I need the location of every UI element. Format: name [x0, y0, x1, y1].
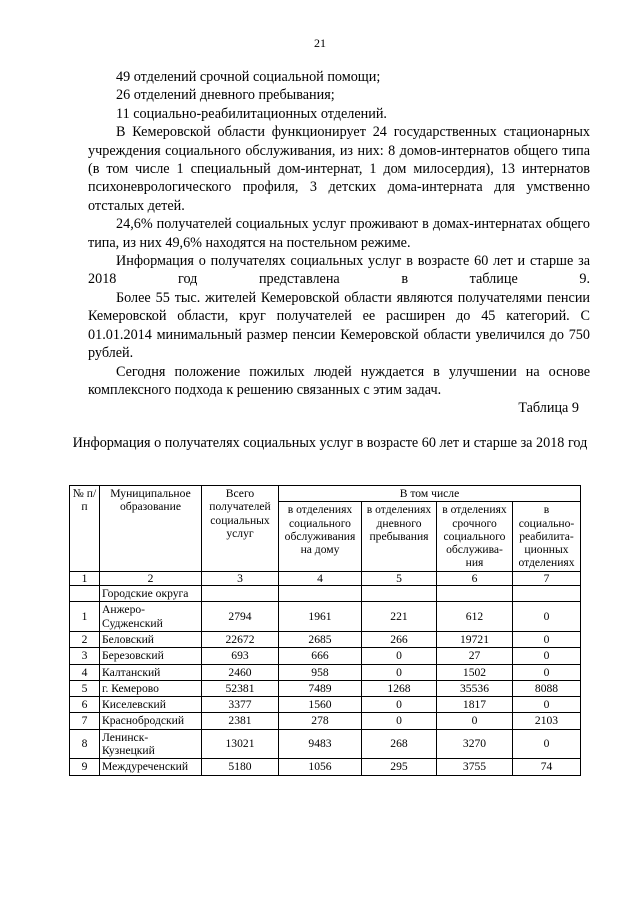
cell-total: 3377 [202, 697, 279, 713]
header-urgent: в отделениях срочного социального обслужива-ния [437, 502, 513, 571]
cell-urgent: 3270 [437, 729, 513, 759]
cell-name: Междуреченский [100, 759, 202, 775]
paragraph: 49 отделений срочной социальной помощи; [116, 69, 381, 85]
cell-urgent: 3755 [437, 759, 513, 775]
column-number: 4 [279, 571, 362, 585]
cell-name: Калтанский [100, 664, 202, 680]
column-number: 2 [100, 571, 202, 585]
table-row [70, 680, 581, 696]
cell-day: 1268 [362, 680, 437, 696]
cell-urgent: 0 [437, 713, 513, 729]
cell-name: Анжеро-Судженский [100, 602, 202, 632]
column-number: 7 [513, 571, 581, 585]
cell-day: 268 [362, 729, 437, 759]
column-number: 1 [70, 571, 100, 585]
table-row [70, 713, 581, 729]
column-number-row [70, 571, 581, 585]
cell-home: 666 [279, 648, 362, 664]
table-row [70, 602, 581, 632]
cell-total: 13021 [202, 729, 279, 759]
cell-home: 2685 [279, 631, 362, 647]
table-row [70, 697, 581, 713]
cell-urgent: 612 [437, 602, 513, 632]
cell-rehab: 0 [513, 648, 581, 664]
table-row [70, 664, 581, 680]
table-row [70, 631, 581, 647]
cell-no: 2 [70, 631, 100, 647]
cell-home: 1961 [279, 602, 362, 632]
cell-day: 266 [362, 631, 437, 647]
paragraph: 24,6% получателей социальных услуг проживают в домах-интернатах общего типа, из них 49,6% находятся на постельном режиме. [88, 216, 590, 251]
paragraph: 11 социально-реабилитационных отделений. [116, 105, 387, 122]
cell-name: Беловский [100, 631, 202, 647]
cell-day: 221 [362, 602, 437, 632]
table-caption: Информация о получателях социальных услуг в возрасте 60 лет и старше за 2018 год [72, 435, 588, 451]
table-label: Таблица 9 [518, 400, 579, 416]
header-no: № п/п [70, 486, 100, 572]
header-day: в отделениях дневного пребывания [362, 502, 437, 571]
page-number: 21 [314, 36, 326, 50]
cell-home: 1056 [279, 759, 362, 775]
column-number: 6 [437, 571, 513, 585]
cell-home: 278 [279, 713, 362, 729]
paragraph: В Кемеровской области функционирует 24 государственных стационарных учреждения социального обслуживания, из них: 8 домов-интернатов общего типа (в том числе 1 специальный дом-интернат, 1 дом милосердия), 13 интернатов психоневрологического профиля, 3 детских дома-интерната для умственно отсталых детей. [88, 124, 590, 214]
cell-rehab: 74 [513, 759, 581, 775]
table-header-row [70, 486, 581, 502]
cell-total: 22672 [202, 631, 279, 647]
cell-home: 958 [279, 664, 362, 680]
cell-rehab: 0 [513, 602, 581, 632]
cell-no: 5 [70, 680, 100, 696]
table-row [70, 648, 581, 664]
cell-rehab: 0 [513, 697, 581, 713]
section-row [70, 586, 581, 602]
cell-home: 7489 [279, 680, 362, 696]
cell-day: 0 [362, 713, 437, 729]
cell-rehab: 2103 [513, 713, 581, 729]
cell-name: Ленинск-Кузнецкий [100, 729, 202, 759]
cell-day: 0 [362, 648, 437, 664]
cell-no: 4 [70, 664, 100, 680]
cell-no: 3 [70, 648, 100, 664]
cell-name: Киселевский [100, 697, 202, 713]
cell-urgent: 1817 [437, 697, 513, 713]
cell-total: 693 [202, 648, 279, 664]
cell-total: 2794 [202, 602, 279, 632]
column-number: 5 [362, 571, 437, 585]
body-text [88, 68, 590, 399]
cell-home: 1560 [279, 697, 362, 713]
cell-name: Березовский [100, 648, 202, 664]
cell-total: 52381 [202, 680, 279, 696]
cell-total: 2381 [202, 713, 279, 729]
cell-rehab: 0 [513, 729, 581, 759]
header-municipality: Муниципальное образование [100, 486, 202, 572]
cell-no: 1 [70, 602, 100, 632]
cell-day: 0 [362, 697, 437, 713]
cell-total: 2460 [202, 664, 279, 680]
cell-name: г. Кемерово [100, 680, 202, 696]
column-number: 3 [202, 571, 279, 585]
cell-urgent: 27 [437, 648, 513, 664]
cell-no: 7 [70, 713, 100, 729]
cell-home: 9483 [279, 729, 362, 759]
cell-urgent: 19721 [437, 631, 513, 647]
header-total: Всего получателей социальных услуг [202, 486, 279, 572]
header-rehab: в социально-реабилита-ционных отделениях [513, 502, 581, 571]
cell-no: 9 [70, 759, 100, 775]
cell-rehab: 8088 [513, 680, 581, 696]
table-row [70, 759, 581, 775]
cell-no: 8 [70, 729, 100, 759]
cell-no: 6 [70, 697, 100, 713]
header-group: В том числе [279, 486, 581, 502]
cell-day: 295 [362, 759, 437, 775]
paragraph: Более 55 тыс. жителей Кемеровской области являются получателями пенсии Кемеровской области, круг получателей ее расширен до 45 категорий. С 01.01.2014 минимальный размер пенсии Кемеровской области увеличился до 750 рублей. [88, 289, 590, 362]
paragraph: Сегодня положение пожилых людей нуждается в улучшении на основе комплексного подхода к решению связанных с этим задач. [88, 363, 590, 398]
section-label: Городские округа [100, 586, 202, 602]
recipients-table [69, 485, 581, 776]
header-home: в отделениях социального обслуживания на дому [279, 502, 362, 571]
cell-urgent: 35536 [437, 680, 513, 696]
cell-urgent: 1502 [437, 664, 513, 680]
cell-rehab: 0 [513, 631, 581, 647]
cell-rehab: 0 [513, 664, 581, 680]
paragraph: Информация о получателях социальных услуг в возрасте 60 лет и старше за 2018 год представлена в таблице 9. [88, 253, 590, 288]
cell-day: 0 [362, 664, 437, 680]
table-row [70, 729, 581, 759]
paragraph: 26 отделений дневного пребывания; [116, 87, 335, 104]
table-body [70, 602, 581, 775]
cell-total: 5180 [202, 759, 279, 775]
cell-name: Краснобродский [100, 713, 202, 729]
